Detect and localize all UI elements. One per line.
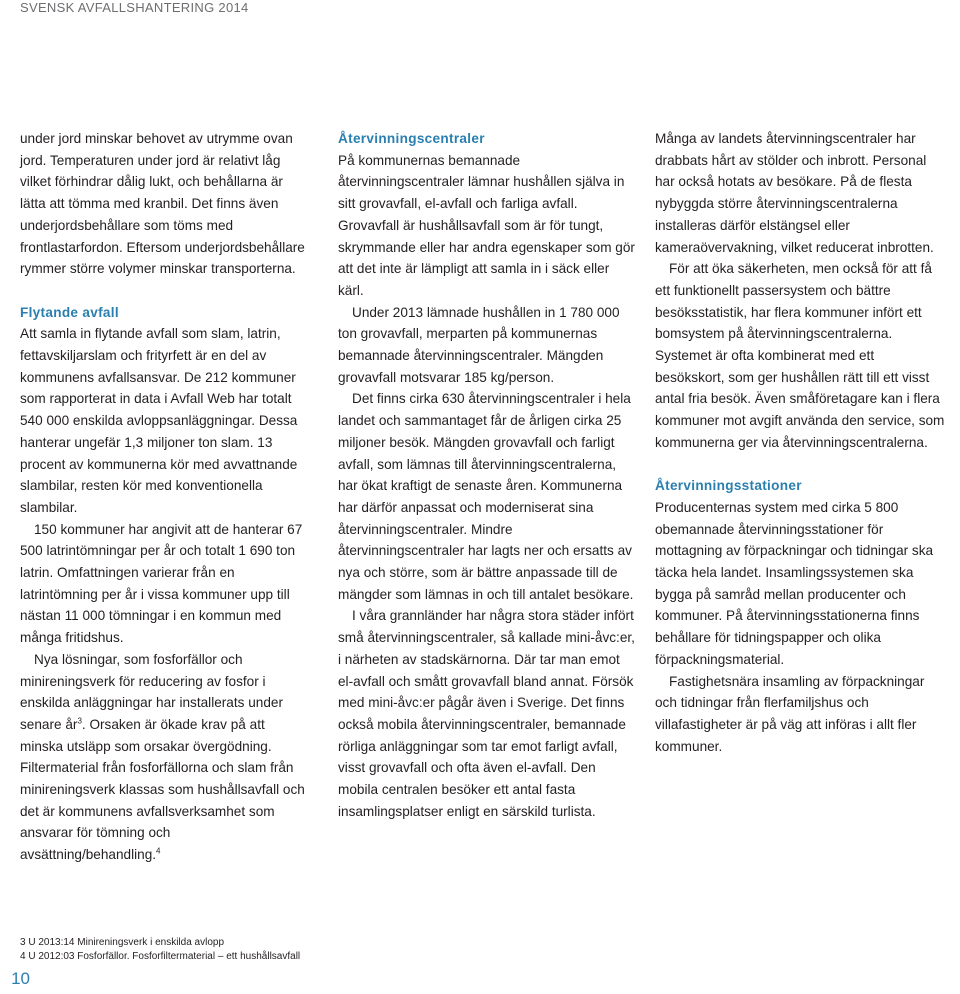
section-heading-atervinningsstationer: Återvinningsstationer	[655, 478, 802, 494]
running-header: SVENSK AVFALLSHANTERING 2014	[20, 0, 249, 15]
body-paragraph: under jord minskar behovet av utrymme ovan jord. Temperaturen under jord är relativt låg vilket förhindrar dålig lukt, och behållarna är lätta att tömma med kranbil. Det finns även underjordsbehållare som töms med frontlastarfordon. Eftersom underjordsbehållare rymmer större volymer minskar transporterna.	[20, 131, 305, 277]
body-paragraph: 150 kommuner har angivit att de hanterar 67 500 latrintömningar per år och totalt 1 690 ton latrin. Omfattningen varierar från en latrintömning per år i vissa kommuner upp till nästan 11 000 tömningar i en kommun med många fritidshus.	[20, 521, 303, 646]
footnote: 4 U 2012:03 Fosforfällor. Fosforfiltermaterial – ett hushållsavfall	[20, 951, 301, 962]
body-paragraph: På kommunernas bemannade återvinningscentraler lämnar hushållen själva in sitt grovavfall, el-avfall och farliga avfall. Grovavfall är hushållsavfall som är för tungt, skrymmande eller har andra egenskaper som gör att det inte är lämpligt att samla in i säck eller kärl.	[338, 152, 635, 298]
column-left	[20, 128, 310, 866]
body-paragraph	[20, 649, 310, 866]
body-paragraph: Under 2013 lämnade hushållen in 1 780 000 ton grovavfall, merparten på kommunernas bemannade återvinningscentraler. Mängden grovavfall motsvarar 185 kg/person.	[338, 304, 620, 385]
body-paragraph: Det finns cirka 630 återvinningscentraler i hela landet och sammantaget får de årligen cirka 25 miljoner besök. Mängden grovavfall och farligt avfall, som lämnas till återvinningscentralerna, har ökat kraftigt de senaste åren. Kommunerna har därför anpassat och moderniserat sina återvinningscentraler. Mindre återvinningscentraler har lagts ner och ersatts av nya och större, som är bättre anpassade till de mängder som lämnas in och till antalet besökare.	[338, 391, 634, 602]
body-paragraph: Producenternas system med cirka 5 800 obemannade återvinningsstationer för mottagning av förpackningar och tidningar ska täcka hela landet. Insamlingssystemen ska bygga på samråd mellan producenter och kommuner. På återvinningsstationerna finns behållare för tidningspapper och olika förpackningsmaterial.	[655, 499, 934, 667]
body-paragraph: Att samla in flytande avfall som slam, latrin, fettavskiljarslam och frityrfett är en del av kommunens avfallsansvar. De 212 kommuner som rapporterat in data i Avfall Web har totalt 540 000 enskilda avloppsanläggningar. Dessa hanterar ungefär 1,3 miljoner ton slam. 13 procent av kommunerna kör med avvattnande slambilar, resten kör med konventionella slambilar.	[20, 326, 298, 515]
section-heading-atervinningscentraler: Återvinningscentraler	[338, 131, 485, 146]
body-paragraph: Många av landets återvinningscentraler har drabbats hårt av stölder och inbrott. Personal har också hotats av besökare. På de flesta nybyggda större återvinningscentralerna installeras därför elstängsel eller kameraövervakning, vilket reducerat inbrotten.	[655, 131, 934, 255]
body-text: Nya lösningar, som fosforfällor och minireningsverk för reducering av fosfor i enskilda anläggningar har installerats under senare år	[20, 651, 283, 732]
footnotes	[20, 936, 300, 964]
column-middle	[338, 128, 638, 823]
page-number: 10	[11, 969, 30, 988]
body-paragraph: Fastighetsnära insamling av förpackningar och tidningar från flerfamiljshus och villafastigheter är på väg att införas i allt fler kommuner.	[655, 673, 925, 754]
section-heading-flytande-avfall: Flytande avfall	[20, 304, 119, 320]
footnote-ref: 3	[77, 716, 82, 726]
body-paragraph: För att öka säkerheten, men också för att få ett funktionellt passersystem och bättre besöksstatistik, har flera kommuner infört ett bomsystem på återvinningscentralerna. Systemet är ofta kombinerat med ett besökskort, som ger hushållen rätt till ett visst antal fria besök. Även småföretagare kan i flera kommuner mot avgift använda den service, som kommunerna ger via återvinningscentralerna.	[655, 261, 945, 450]
body-paragraph: I våra grannländer har några stora städer infört små återvinningscentraler, så kallade mini-åvc:er, i närheten av stadskärnorna. Där tar man emot el-avfall och smått grovavfall bland annat. Försök med mini-åvc:er pågår även i Sverige. Det finns också mobila återvinningscentraler, bemannade rörliga anläggningar som tar emot farligt avfall, visst grovavfall och ofta även el-avfall. Den mobila centralen besöker ett antal fasta insamlingsplatser enligt en särskild turlista.	[338, 608, 635, 819]
body-text: . Orsaken är ökade krav på att minska utsläpp som orsakar övergödning. Filtermaterial från fosforfällorna och slam från minireningsverk klassas som hushållsavfall och det är kommunens avfallsverksamhet som ansvarar för tömning och avsättning/behandling.	[20, 716, 305, 863]
column-right	[655, 128, 945, 757]
footnote-ref: 4	[156, 846, 161, 856]
footnote: 3 U 2013:14 Minireningsverk i enskilda avlopp	[20, 937, 225, 948]
